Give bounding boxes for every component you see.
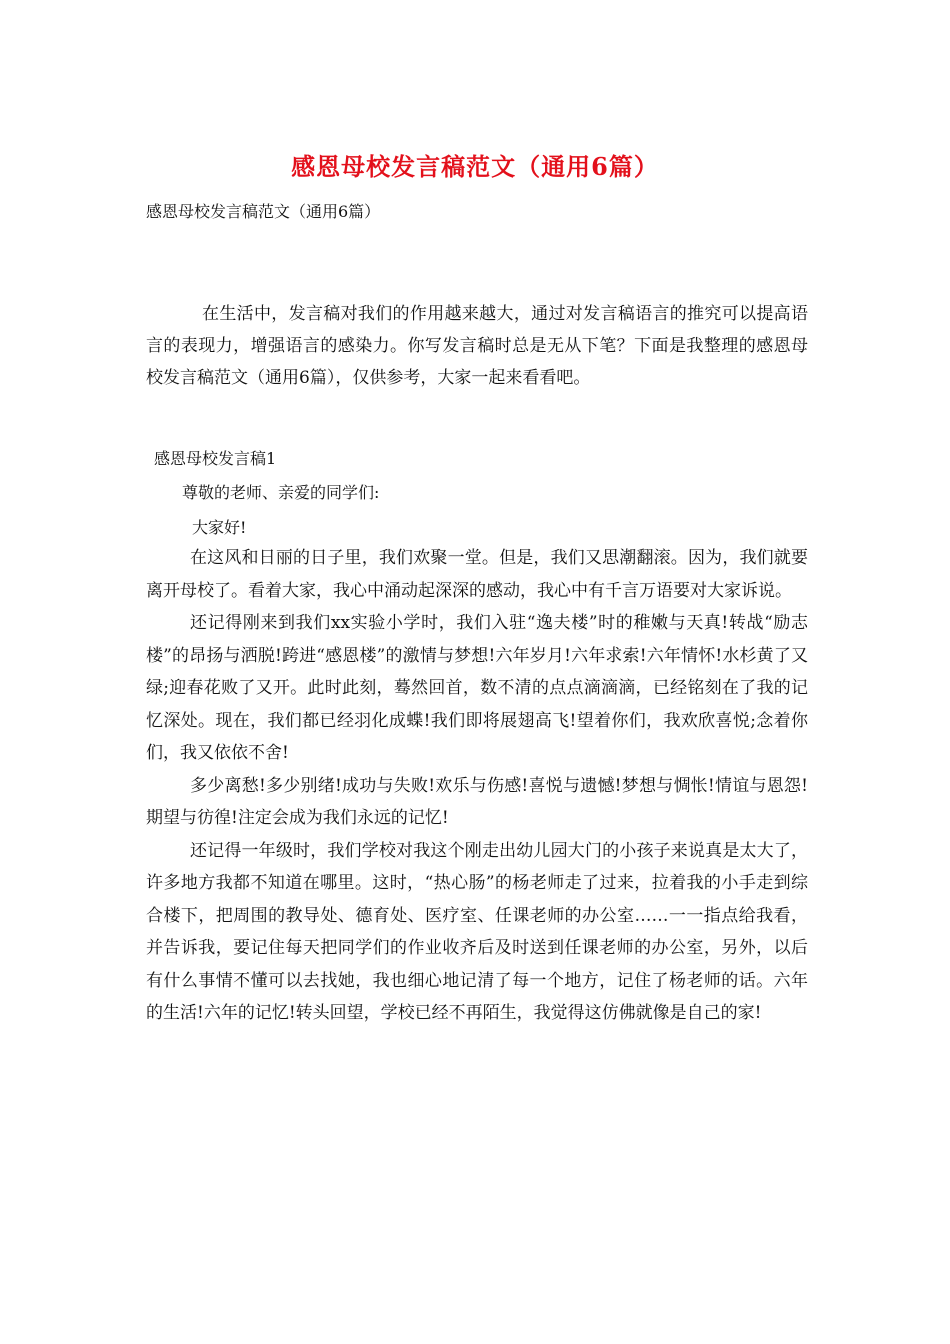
document-subtitle: 感恩母校发言稿范文（通用6篇） <box>146 202 381 221</box>
body-paragraph: 还记得一年级时，我们学校对我这个刚走出幼儿园大门的小孩子来说真是太大了，许多地方我都不知道在哪里。这时，“热心肠”的杨老师走了过来，拉着我的小手走到综合楼下，把周围的教导处、德育处、医疗室、任课老师的办公室……一一指点给我看，并告诉我，要记住每天把同学们的作业收齐后及时送到任课老师的办公室，另外，以后有什么事情不懂可以去找她，我也细心地记清了每一个地方，记住了杨老师的话。六年的生活!六年的记忆!转头回望，学校已经不再陌生，我觉得这仿佛就像是自己的家! <box>146 840 808 1023</box>
salutation: 尊敬的老师、亲爱的同学们: <box>182 483 380 502</box>
intro-paragraph: 在生活中，发言稿对我们的作用越来越大，通过对发言稿语言的推究可以提高语言的表现力，增强语言的感染力。你写发言稿时总是无从下笔？下面是我整理的感恩母校发言稿范文（通用6篇），仅供参考，大家一起来看看吧。 <box>146 304 808 388</box>
section-heading: 感恩母校发言稿1 <box>154 449 277 468</box>
greeting: 大家好! <box>192 518 247 537</box>
document-title: 感恩母校发言稿范文（通用6篇） <box>291 152 659 181</box>
body-text <box>146 542 808 1030</box>
body-paragraph: 在这风和日丽的日子里，我们欢聚一堂。但是，我们又思潮翻滚。因为，我们就要离开母校了。看着大家，我心中涌动起深深的感动，我心中有千言万语要对大家诉说。 <box>146 548 808 601</box>
body-paragraph: 还记得刚来到我们xx实验小学时，我们入驻“逸夫楼”时的稚嫩与天真!转战“励志楼”的昂扬与洒脱!跨进“感恩楼”的激情与梦想!六年岁月!六年求索!六年情怀!水杉黄了又绿;迎春花败了又开。此时此刻，蓦然回首，数不清的点点滴滴滴，已经铭刻在了我的记忆深处。现在，我们都已经羽化成蝶!我们即将展翅高飞!望着你们，我欢欣喜悦;念着你们，我又依依不舍! <box>146 613 808 763</box>
body-paragraph: 多少离愁!多少别绪!成功与失败!欢乐与伤感!喜悦与遗憾!梦想与惆怅!情谊与恩怨!期望与彷徨!注定会成为我们永远的记忆! <box>146 775 808 828</box>
